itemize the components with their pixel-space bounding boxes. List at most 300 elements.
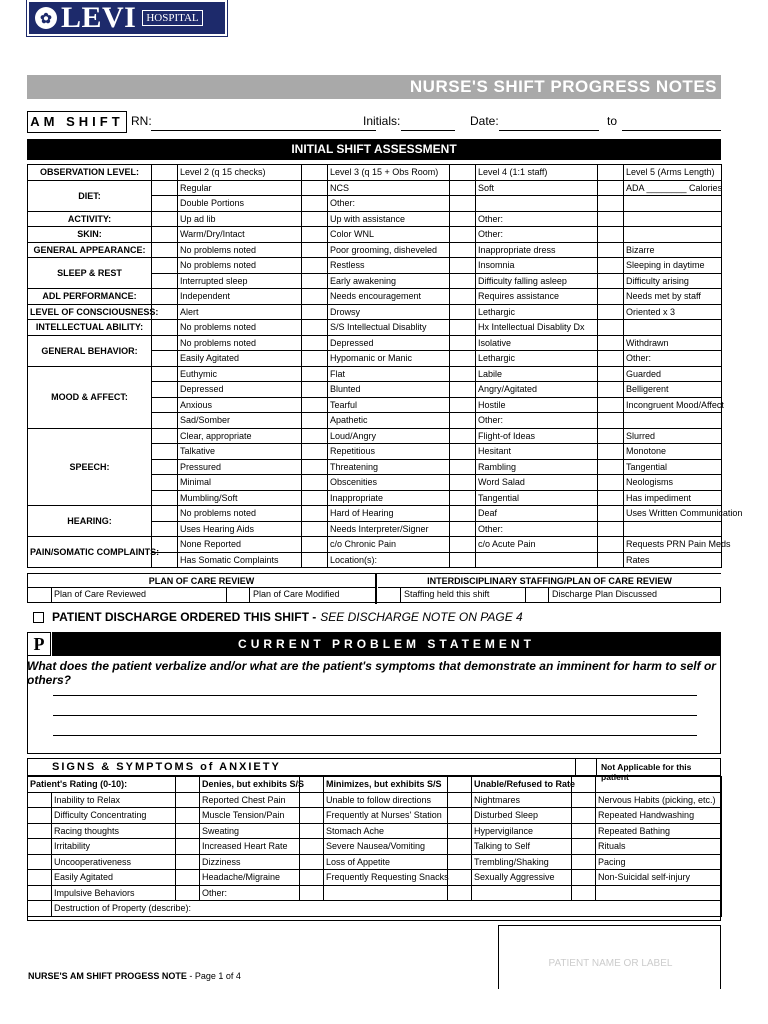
assessment-checkbox[interactable]	[152, 475, 178, 491]
anxiety-checkbox[interactable]	[448, 854, 472, 870]
assessment-option: Blunted	[328, 382, 450, 398]
anxiety-symptom: Disturbed Sleep	[472, 808, 572, 824]
assessment-checkbox[interactable]	[302, 475, 328, 491]
anxiety-checkbox[interactable]	[300, 808, 324, 824]
logo-text: LEVI	[61, 1, 137, 34]
anxiety-symptom: Uncooperativeness	[52, 854, 176, 870]
discharge-ordered-label: PATIENT DISCHARGE ORDERED THIS SHIFT -	[52, 610, 317, 624]
assessment-option: Rambling	[476, 459, 598, 475]
assessment-category: MOOD & AFFECT:	[28, 366, 152, 428]
assessment-checkbox[interactable]	[598, 428, 624, 444]
assessment-checkbox[interactable]	[450, 537, 476, 553]
anxiety-checkbox[interactable]	[448, 885, 472, 901]
assessment-category: PAIN/SOMATIC COMPLAINTS:	[28, 537, 152, 568]
page-footer	[28, 971, 241, 981]
assessment-checkbox[interactable]	[302, 506, 328, 522]
anxiety-checkbox[interactable]	[28, 792, 52, 808]
assessment-option: Poor grooming, disheveled	[328, 242, 450, 258]
assessment-checkbox[interactable]	[598, 459, 624, 475]
assessment-category: HEARING:	[28, 506, 152, 537]
assessment-checkbox[interactable]	[598, 196, 624, 212]
assessment-checkbox[interactable]	[450, 304, 476, 320]
assessment-checkbox[interactable]	[302, 428, 328, 444]
assessment-checkbox[interactable]	[152, 211, 178, 227]
date-field[interactable]	[499, 130, 599, 131]
assessment-checkbox[interactable]	[302, 537, 328, 553]
assessment-checkbox[interactable]	[450, 351, 476, 367]
assessment-option: Restless	[328, 258, 450, 274]
anxiety-checkbox[interactable]	[176, 885, 200, 901]
anxiety-header-row	[28, 777, 722, 793]
assessment-option: Warm/Dry/Intact	[178, 227, 302, 243]
assessment-option: Tangential	[476, 490, 598, 506]
assessment-option: Drowsy	[328, 304, 450, 320]
anxiety-checkbox[interactable]	[28, 901, 52, 917]
assessment-checkbox[interactable]	[450, 320, 476, 336]
assessment-category: SKIN:	[28, 227, 152, 243]
anxiety-row	[28, 823, 722, 839]
assessment-checkbox[interactable]	[598, 366, 624, 382]
anxiety-checkbox[interactable]	[448, 792, 472, 808]
assessment-option: Talkative	[178, 444, 302, 460]
problem-line[interactable]	[53, 695, 697, 696]
anxiety-checkbox[interactable]	[28, 823, 52, 839]
assessment-option: Level 4 (1:1 staff)	[476, 165, 598, 181]
anxiety-row	[28, 854, 722, 870]
anxiety-symptom: Stomach Ache	[324, 823, 448, 839]
discharge-ordered-row	[33, 610, 523, 624]
assessment-checkbox[interactable]	[598, 211, 624, 227]
assessment-checkbox[interactable]	[598, 475, 624, 491]
anxiety-checkbox[interactable]	[448, 808, 472, 824]
anxiety-symptom: Impulsive Behaviors	[52, 885, 176, 901]
assessment-option: NCS	[328, 180, 450, 196]
rn-field[interactable]	[151, 130, 376, 131]
anxiety-symptom: Nightmares	[472, 792, 572, 808]
assessment-checkbox[interactable]	[302, 382, 328, 398]
assessment-checkbox[interactable]	[598, 397, 624, 413]
assessment-option: Obscenities	[328, 475, 450, 491]
initials-label: Initials:	[363, 114, 401, 128]
assessment-row	[28, 428, 722, 444]
assessment-checkbox[interactable]	[450, 227, 476, 243]
assessment-option: Hesitant	[476, 444, 598, 460]
assessment-checkbox[interactable]	[598, 444, 624, 460]
anxiety-row	[28, 839, 722, 855]
plan-modified-label: Plan of Care Modified	[253, 589, 340, 599]
not-applicable-checkbox[interactable]	[575, 759, 597, 776]
anxiety-symptom: Increased Heart Rate	[200, 839, 300, 855]
assessment-option: No problems noted	[178, 335, 302, 351]
assessment-checkbox[interactable]	[450, 273, 476, 289]
assessment-checkbox[interactable]	[302, 227, 328, 243]
assessment-option: Difficulty arising	[624, 273, 722, 289]
assessment-option: Flat	[328, 366, 450, 382]
anxiety-symptom: Frequently at Nurses' Station	[324, 808, 448, 824]
anxiety-checkbox[interactable]	[176, 854, 200, 870]
assessment-row	[28, 537, 722, 553]
plan-reviewed-checkbox[interactable]	[28, 588, 52, 603]
assessment-checkbox[interactable]	[450, 180, 476, 196]
anxiety-symptom: Repeated Handwashing	[596, 808, 722, 824]
assessment-category: SLEEP & REST	[28, 258, 152, 289]
assessment-checkbox[interactable]	[598, 490, 624, 506]
anxiety-checkbox[interactable]	[176, 823, 200, 839]
anxiety-checkbox[interactable]	[28, 808, 52, 824]
assessment-row	[28, 165, 722, 181]
anxiety-checkbox[interactable]	[300, 854, 324, 870]
assessment-option: Difficulty falling asleep	[476, 273, 598, 289]
anxiety-checkbox[interactable]	[572, 808, 596, 824]
assessment-option: Anxious	[178, 397, 302, 413]
assessment-option: Loud/Angry	[328, 428, 450, 444]
assessment-option: Bizarre	[624, 242, 722, 258]
assessment-checkbox[interactable]	[450, 165, 476, 181]
anxiety-checkbox[interactable]	[300, 792, 324, 808]
assessment-checkbox[interactable]	[450, 335, 476, 351]
assessment-checkbox[interactable]	[302, 351, 328, 367]
anxiety-checkbox[interactable]	[300, 885, 324, 901]
assessment-checkbox[interactable]	[152, 273, 178, 289]
plan-of-care-section	[27, 573, 721, 603]
assessment-checkbox[interactable]	[302, 459, 328, 475]
assessment-option: Regular	[178, 180, 302, 196]
assessment-option: Sad/Somber	[178, 413, 302, 429]
assessment-checkbox[interactable]	[598, 180, 624, 196]
assessment-checkbox[interactable]	[450, 196, 476, 212]
assessment-checkbox[interactable]	[152, 242, 178, 258]
anxiety-symptom	[324, 885, 448, 901]
assessment-checkbox[interactable]	[598, 320, 624, 336]
assessment-option: c/o Acute Pain	[476, 537, 598, 553]
assessment-checkbox[interactable]	[598, 506, 624, 522]
assessment-checkbox[interactable]	[302, 552, 328, 568]
assessment-option: Minimal	[178, 475, 302, 491]
assessment-checkbox[interactable]	[598, 165, 624, 181]
assessment-checkbox[interactable]	[302, 304, 328, 320]
assessment-checkbox[interactable]	[598, 258, 624, 274]
problem-line[interactable]	[53, 735, 697, 736]
anxiety-symptom: Inability to Relax	[52, 792, 176, 808]
assessment-checkbox[interactable]	[598, 413, 624, 429]
anxiety-checkbox[interactable]	[572, 870, 596, 886]
assessment-checkbox[interactable]	[450, 366, 476, 382]
assessment-option: Other:	[476, 521, 598, 537]
date-label: Date:	[470, 114, 499, 128]
assessment-checkbox[interactable]	[450, 289, 476, 305]
assessment-option: Inappropriate dress	[476, 242, 598, 258]
anxiety-checkbox[interactable]	[28, 839, 52, 855]
assessment-checkbox[interactable]	[302, 165, 328, 181]
assessment-category: LEVEL OF CONSCIOUSNESS:	[28, 304, 152, 320]
assessment-checkbox[interactable]	[598, 242, 624, 258]
assessment-option: Color WNL	[328, 227, 450, 243]
assessment-option: Lethargic	[476, 304, 598, 320]
assessment-checkbox[interactable]	[598, 521, 624, 537]
assessment-checkbox[interactable]	[450, 258, 476, 274]
anxiety-checkbox[interactable]	[572, 854, 596, 870]
anxiety-header: Unable/Refused to Rate	[472, 777, 572, 793]
assessment-checkbox[interactable]	[152, 180, 178, 196]
assessment-option: Mumbling/Soft	[178, 490, 302, 506]
assessment-option: No problems noted	[178, 242, 302, 258]
anxiety-checkbox[interactable]	[300, 823, 324, 839]
anxiety-row	[28, 901, 722, 917]
assessment-checkbox[interactable]	[598, 335, 624, 351]
assessment-category: ACTIVITY:	[28, 211, 152, 227]
assessment-option: Level 3 (q 15 + Obs Room)	[328, 165, 450, 181]
assessment-checkbox[interactable]	[152, 459, 178, 475]
anxiety-symptom: Muscle Tension/Pain	[200, 808, 300, 824]
anxiety-header: Minimizes, but exhibits S/S	[324, 777, 448, 793]
assessment-checkbox[interactable]	[450, 211, 476, 227]
discharge-ordered-checkbox[interactable]	[33, 612, 44, 623]
assessment-checkbox[interactable]	[152, 165, 178, 181]
anxiety-checkbox[interactable]	[176, 839, 200, 855]
assessment-category: DIET:	[28, 180, 152, 211]
assessment-checkbox[interactable]	[450, 242, 476, 258]
anxiety-symptom: Sexually Aggressive	[472, 870, 572, 886]
assessment-checkbox[interactable]	[450, 397, 476, 413]
anxiety-checkbox[interactable]	[572, 823, 596, 839]
plan-review-title: PLAN OF CARE REVIEW	[28, 574, 375, 588]
assessment-checkbox[interactable]	[152, 506, 178, 522]
staffing-held-checkbox[interactable]	[377, 588, 401, 603]
assessment-option: Depressed	[328, 335, 450, 351]
assessment-option: Euthymic	[178, 366, 302, 382]
assessment-option: No problems noted	[178, 258, 302, 274]
assessment-option: Labile	[476, 366, 598, 382]
anxiety-title: SIGNS & SYMPTOMS of ANXIETY	[52, 761, 281, 773]
assessment-option: Early awakening	[328, 273, 450, 289]
anxiety-checkbox[interactable]	[572, 839, 596, 855]
assessment-option: Sleeping in daytime	[624, 258, 722, 274]
assessment-checkbox[interactable]	[450, 521, 476, 537]
assessment-option: Oriented x 3	[624, 304, 722, 320]
assessment-checkbox[interactable]	[302, 258, 328, 274]
anxiety-checkbox[interactable]	[300, 870, 324, 886]
assessment-checkbox[interactable]	[152, 444, 178, 460]
assessment-checkbox[interactable]	[152, 289, 178, 305]
anxiety-rating-checkbox[interactable]	[448, 777, 472, 793]
anxiety-checkbox[interactable]	[28, 870, 52, 886]
assessment-checkbox[interactable]	[302, 196, 328, 212]
assessment-option: Flight-of Ideas	[476, 428, 598, 444]
anxiety-symptom: Rituals	[596, 839, 722, 855]
assessment-checkbox[interactable]	[450, 506, 476, 522]
assessment-option: Pressured	[178, 459, 302, 475]
assessment-option: Has Somatic Complaints	[178, 552, 302, 568]
assessment-row	[28, 335, 722, 351]
anxiety-symptom: Headache/Migraine	[200, 870, 300, 886]
anxiety-checkbox[interactable]	[28, 885, 52, 901]
discharge-plan-checkbox[interactable]	[525, 588, 549, 603]
assessment-checkbox[interactable]	[152, 196, 178, 212]
plan-reviewed-label: Plan of Care Reviewed	[54, 589, 147, 599]
assessment-option: Clear, appropriate	[178, 428, 302, 444]
anxiety-checkbox[interactable]	[300, 839, 324, 855]
assessment-row	[28, 180, 722, 196]
anxiety-symptom: Difficulty Concentrating	[52, 808, 176, 824]
hospital-logo	[27, 0, 227, 36]
assessment-checkbox[interactable]	[450, 475, 476, 491]
assessment-title: INITIAL SHIFT ASSESSMENT	[27, 139, 721, 160]
assessment-table	[27, 164, 743, 568]
anxiety-row	[28, 870, 722, 886]
anxiety-rating-checkbox[interactable]	[572, 777, 596, 793]
assessment-checkbox[interactable]	[302, 289, 328, 305]
assessment-checkbox[interactable]	[152, 320, 178, 336]
hospital-emblem-icon: ✿	[35, 7, 57, 29]
assessment-checkbox[interactable]	[302, 242, 328, 258]
assessment-option	[476, 552, 598, 568]
assessment-option: Up ad lib	[178, 211, 302, 227]
assessment-checkbox[interactable]	[450, 428, 476, 444]
assessment-checkbox[interactable]	[598, 304, 624, 320]
assessment-option: Needs encouragement	[328, 289, 450, 305]
assessment-checkbox[interactable]	[598, 351, 624, 367]
assessment-option: Other:	[476, 211, 598, 227]
assessment-option: Level 5 (Arms Length)	[624, 165, 722, 181]
assessment-option: Up with assistance	[328, 211, 450, 227]
form-title: NURSE'S SHIFT PROGRESS NOTES	[409, 77, 717, 96]
assessment-option: Rates	[624, 552, 722, 568]
assessment-checkbox[interactable]	[450, 382, 476, 398]
anxiety-checkbox[interactable]	[448, 870, 472, 886]
anxiety-symptom: Dizziness	[200, 854, 300, 870]
assessment-checkbox[interactable]	[152, 227, 178, 243]
assessment-option: Repetitious	[328, 444, 450, 460]
assessment-checkbox[interactable]	[302, 413, 328, 429]
assessment-option: Threatening	[328, 459, 450, 475]
assessment-option: Depressed	[178, 382, 302, 398]
to-field[interactable]	[622, 130, 721, 131]
assessment-option: None Reported	[178, 537, 302, 553]
assessment-option: Guarded	[624, 366, 722, 382]
assessment-option: Slurred	[624, 428, 722, 444]
plan-modified-checkbox[interactable]	[226, 588, 250, 603]
assessment-checkbox[interactable]	[152, 413, 178, 429]
assessment-checkbox[interactable]	[598, 537, 624, 553]
anxiety-checkbox[interactable]	[176, 792, 200, 808]
assessment-checkbox[interactable]	[450, 552, 476, 568]
anxiety-checkbox[interactable]	[448, 839, 472, 855]
assessment-category: ADL PERFORMANCE:	[28, 289, 152, 305]
assessment-checkbox[interactable]	[302, 180, 328, 196]
assessment-checkbox[interactable]	[302, 273, 328, 289]
anxiety-checkbox[interactable]	[572, 885, 596, 901]
assessment-checkbox[interactable]	[302, 397, 328, 413]
footer-page: - Page 1 of 4	[186, 971, 241, 981]
assessment-checkbox[interactable]	[450, 490, 476, 506]
assessment-checkbox[interactable]	[302, 320, 328, 336]
assessment-option	[624, 227, 722, 243]
assessment-option: Location(s):	[328, 552, 450, 568]
assessment-category: INTELLECTUAL ABILITY:	[28, 320, 152, 336]
assessment-option: Independent	[178, 289, 302, 305]
assessment-checkbox[interactable]	[152, 335, 178, 351]
assessment-checkbox[interactable]	[152, 351, 178, 367]
anxiety-symptom: Repeated Bathing	[596, 823, 722, 839]
assessment-row	[28, 258, 722, 274]
anxiety-checkbox[interactable]	[176, 808, 200, 824]
assessment-category: GENERAL BEHAVIOR:	[28, 335, 152, 366]
assessment-checkbox[interactable]	[152, 521, 178, 537]
assessment-option: Other:	[328, 196, 450, 212]
assessment-checkbox[interactable]	[598, 552, 624, 568]
anxiety-symptom: Frequently Requesting Snacks	[324, 870, 448, 886]
assessment-checkbox[interactable]	[598, 289, 624, 305]
anxiety-checkbox[interactable]	[28, 854, 52, 870]
anxiety-checkbox[interactable]	[448, 823, 472, 839]
anxiety-symptom: Sweating	[200, 823, 300, 839]
anxiety-row	[28, 808, 722, 824]
anxiety-table	[27, 776, 722, 917]
assessment-row	[28, 242, 722, 258]
anxiety-header: Patient's Rating (0-10):	[28, 777, 176, 793]
assessment-checkbox[interactable]	[598, 273, 624, 289]
assessment-option: Hypomanic or Manic	[328, 351, 450, 367]
assessment-checkbox[interactable]	[450, 444, 476, 460]
assessment-checkbox[interactable]	[450, 459, 476, 475]
anxiety-checkbox[interactable]	[572, 792, 596, 808]
anxiety-checkbox[interactable]	[176, 870, 200, 886]
assessment-option: Tearful	[328, 397, 450, 413]
assessment-checkbox[interactable]	[152, 258, 178, 274]
assessment-checkbox[interactable]	[302, 211, 328, 227]
discharge-plan-label: Discharge Plan Discussed	[552, 589, 658, 599]
staffing-title: INTERDISCIPLINARY STAFFING/PLAN OF CARE REVIEW	[378, 574, 721, 588]
assessment-row	[28, 211, 722, 227]
assessment-option: Requires assistance	[476, 289, 598, 305]
anxiety-symptom: Severe Nausea/Vomiting	[324, 839, 448, 855]
assessment-option: Deaf	[476, 506, 598, 522]
assessment-option: Inappropriate	[328, 490, 450, 506]
anxiety-symptom: Reported Chest Pain	[200, 792, 300, 808]
patient-label-box	[498, 925, 721, 989]
assessment-checkbox[interactable]	[598, 227, 624, 243]
assessment-checkbox[interactable]	[302, 335, 328, 351]
assessment-checkbox[interactable]	[598, 382, 624, 398]
to-label: to	[607, 114, 618, 128]
assessment-option: ADA ________ Calories	[624, 180, 722, 196]
problem-line[interactable]	[53, 715, 697, 716]
assessment-option: Other:	[476, 413, 598, 429]
anxiety-symptom: Irritability	[52, 839, 176, 855]
assessment-checkbox[interactable]	[152, 490, 178, 506]
assessment-option: c/o Chronic Pain	[328, 537, 450, 553]
assessment-option: Belligerent	[624, 382, 722, 398]
assessment-option: Withdrawn	[624, 335, 722, 351]
assessment-row	[28, 227, 722, 243]
assessment-checkbox[interactable]	[302, 444, 328, 460]
assessment-option: Needs met by staff	[624, 289, 722, 305]
assessment-checkbox[interactable]	[302, 521, 328, 537]
assessment-checkbox[interactable]	[450, 413, 476, 429]
assessment-checkbox[interactable]	[152, 382, 178, 398]
anxiety-rating-checkbox[interactable]	[176, 777, 200, 793]
rn-label: RN:	[131, 114, 152, 128]
assessment-checkbox[interactable]	[152, 428, 178, 444]
assessment-option: Insomnia	[476, 258, 598, 274]
assessment-checkbox[interactable]	[152, 366, 178, 382]
assessment-checkbox[interactable]	[152, 397, 178, 413]
assessment-option: Angry/Agitated	[476, 382, 598, 398]
assessment-checkbox[interactable]	[302, 366, 328, 382]
logo-subtext: HOSPITAL	[142, 10, 202, 26]
initials-field[interactable]	[401, 130, 455, 131]
assessment-checkbox[interactable]	[302, 490, 328, 506]
